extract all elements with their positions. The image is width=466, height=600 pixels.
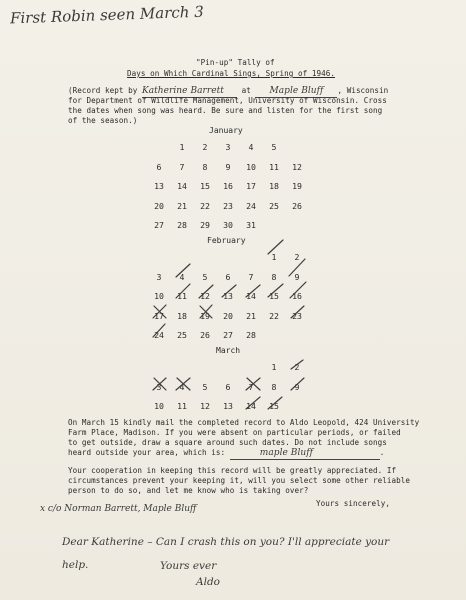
cross-mark-feb-2 bbox=[289, 259, 305, 276]
calendar-day: 10 bbox=[154, 401, 164, 411]
calendar-day: 13 bbox=[154, 181, 164, 191]
calendar-day: 13 bbox=[223, 291, 233, 301]
cross-mark-feb-11 bbox=[176, 284, 190, 298]
calendar-day: 29 bbox=[200, 220, 210, 230]
calendar-day: 18 bbox=[269, 181, 279, 191]
cross-mark-feb-23 bbox=[291, 306, 304, 318]
closing-line-3: to get outside, draw a square around such dates. Do not include songs bbox=[68, 438, 387, 447]
cross-mark-feb-19 bbox=[200, 305, 212, 318]
note-line-2: help. bbox=[62, 559, 89, 571]
intro-line-2: for Department of Wildlife Management, University of Wisconsin. Cross bbox=[68, 96, 387, 105]
calendar-day: 24 bbox=[246, 200, 256, 211]
coop-line-2: circumstances prevent your keeping it, will you select some other reliable bbox=[68, 476, 411, 485]
calendar-day: 31 bbox=[246, 220, 256, 230]
cross-mark-feb-16 bbox=[290, 282, 306, 298]
calendar-day: 25 bbox=[177, 330, 187, 340]
coop-line-3: person to do so, and let me know who is taking over? bbox=[68, 486, 309, 495]
calendar-day: 12 bbox=[292, 161, 302, 172]
intro-line-3: the dates when song was heard. Be sure and listen for the first song bbox=[68, 106, 383, 115]
calendar-day: 3 bbox=[225, 142, 231, 152]
cross-mark-feb-12 bbox=[199, 285, 213, 298]
calendar-day: 28 bbox=[246, 330, 256, 340]
calendar-day: 14 bbox=[177, 181, 187, 191]
month-heading: January bbox=[209, 126, 243, 135]
calendar-day: 10 bbox=[246, 161, 256, 172]
cross-mark-feb-13 bbox=[222, 285, 236, 297]
calendar-day: 23 bbox=[223, 200, 233, 211]
cross-mark-feb-15 bbox=[268, 284, 283, 297]
calendar-day: 30 bbox=[223, 220, 233, 230]
calendar-day: 6 bbox=[225, 381, 231, 392]
cross-mark-mar-7 bbox=[246, 378, 260, 390]
calendar-day: 23 bbox=[292, 310, 302, 321]
calendar-day: 26 bbox=[200, 330, 210, 340]
calendar-day: 17 bbox=[246, 181, 256, 191]
calendar-day: 15 bbox=[200, 181, 210, 191]
coop-line-1: Your cooperation in keeping this record will be greatly appreciated. If bbox=[68, 466, 397, 475]
area-value: maple Bluff bbox=[230, 449, 380, 460]
calendar-day: 19 bbox=[292, 181, 302, 191]
cross-mark-mar-14 bbox=[246, 397, 260, 409]
area-label: heard outside your area, which is: bbox=[68, 448, 226, 457]
calendar-day: 7 bbox=[248, 381, 254, 392]
closing-line-4: heard outside your area, which is: maple Bluff . bbox=[68, 448, 385, 458]
calendar-day: 5 bbox=[202, 271, 208, 282]
title-line-2: Days on Which Cardinal Sings, Spring of 1946. bbox=[127, 69, 335, 78]
calendar-day: 6 bbox=[156, 161, 162, 172]
calendar-day: 24 bbox=[154, 330, 164, 340]
calendar-day: 12 bbox=[200, 291, 210, 301]
calendar-day: 19 bbox=[200, 310, 210, 321]
calendar-day: 7 bbox=[248, 271, 254, 282]
calendar-day: 4 bbox=[179, 271, 185, 282]
calendar-day: 1 bbox=[179, 142, 185, 152]
calendar-day: 9 bbox=[225, 161, 231, 172]
calendar-day: 2 bbox=[294, 362, 300, 372]
calendar-day: 11 bbox=[269, 161, 279, 172]
record-at-label: at bbox=[241, 86, 251, 95]
cross-mark-feb-14 bbox=[246, 285, 260, 297]
footnote: x c/o Norman Barrett, Maple Bluff bbox=[40, 504, 197, 514]
title-line-1: "Pin-up" Tally of bbox=[196, 58, 275, 67]
calendar-day: 21 bbox=[246, 310, 256, 321]
calendar-day: 26 bbox=[292, 200, 302, 211]
calendar-day: 4 bbox=[179, 381, 185, 392]
calendar-day: 11 bbox=[177, 291, 187, 301]
calendar-day: 16 bbox=[292, 291, 302, 301]
calendar-day: 16 bbox=[223, 181, 233, 191]
calendar-day: 8 bbox=[271, 381, 277, 392]
calendar-day: 25 bbox=[269, 200, 279, 211]
calendar-day: 9 bbox=[294, 271, 300, 282]
intro-line-4: of the season.) bbox=[68, 116, 138, 125]
calendar-day: 3 bbox=[156, 381, 162, 392]
calendar-day: 22 bbox=[269, 310, 279, 321]
calendar-day: 22 bbox=[200, 200, 210, 211]
calendar-day: 13 bbox=[223, 401, 233, 411]
month-heading: February bbox=[207, 236, 246, 245]
calendar-day: 8 bbox=[202, 161, 208, 172]
calendar-day: 28 bbox=[177, 220, 187, 230]
calendar-day: 5 bbox=[202, 381, 208, 392]
calendar-day: 8 bbox=[271, 271, 277, 282]
calendar-day: 14 bbox=[246, 401, 256, 411]
calendar-day: 14 bbox=[246, 291, 256, 301]
calendar-day: 11 bbox=[177, 401, 187, 411]
calendar-day: 15 bbox=[269, 401, 279, 411]
calendar-day: 9 bbox=[294, 381, 300, 392]
record-state: , Wisconsin bbox=[337, 86, 389, 95]
calendar-day: 27 bbox=[223, 330, 233, 340]
calendar-day: 4 bbox=[248, 142, 254, 152]
calendar-day: 15 bbox=[269, 291, 279, 301]
cross-mark-feb-17 bbox=[153, 305, 166, 318]
cross-mark-mar-15 bbox=[268, 397, 282, 409]
calendar-day: 20 bbox=[154, 200, 164, 211]
calendar-day: 7 bbox=[179, 161, 185, 172]
record-place: Maple Bluff bbox=[255, 87, 337, 98]
calendar-day: 3 bbox=[156, 271, 162, 282]
calendar-day: 1 bbox=[271, 362, 277, 372]
month-heading: March bbox=[216, 346, 241, 355]
calendar-day: 5 bbox=[271, 142, 277, 152]
record-kept-by-label: (Record kept by bbox=[68, 86, 138, 95]
cross-mark-mar-4 bbox=[176, 378, 190, 390]
calendar-day: 2 bbox=[294, 252, 300, 262]
cross-mark-mar-3 bbox=[153, 378, 166, 390]
calendar-day: 21 bbox=[177, 200, 187, 211]
cross-mark-feb-1 bbox=[268, 240, 283, 254]
calendar-day: 10 bbox=[154, 291, 164, 301]
note-line-1: Dear Katherine – Can I crash this on you? I'll appreciate your bbox=[62, 536, 390, 548]
cross-mark-feb-24 bbox=[153, 324, 165, 337]
calendar-day: 1 bbox=[271, 252, 277, 262]
calendar-day: 2 bbox=[202, 142, 208, 152]
calendar-day: 20 bbox=[223, 310, 233, 321]
note-line-3: Yours ever bbox=[160, 560, 217, 572]
cross-mark-mar-9 bbox=[291, 378, 304, 390]
closing-line-1: On March 15 kindly mail the completed record to Aldo Leopold, 424 University bbox=[68, 418, 420, 427]
cross-mark-mar-2 bbox=[291, 360, 303, 369]
calendar-day: 6 bbox=[225, 271, 231, 282]
cross-mark-feb-4 bbox=[176, 264, 190, 277]
sign-off: Yours sincerely, bbox=[316, 499, 390, 508]
calendar-day: 27 bbox=[154, 220, 164, 230]
handwritten-header: First Robin seen March 3 bbox=[9, 2, 205, 28]
calendar-day: 18 bbox=[177, 310, 187, 321]
record-name: Katherine Barrett bbox=[142, 87, 237, 98]
closing-line-2: Farm Place, Madison. If you were absent on particular periods, or failed bbox=[68, 428, 401, 437]
calendar-day: 17 bbox=[154, 310, 164, 321]
calendar-day: 12 bbox=[200, 401, 210, 411]
note-signature: Aldo bbox=[196, 576, 220, 588]
